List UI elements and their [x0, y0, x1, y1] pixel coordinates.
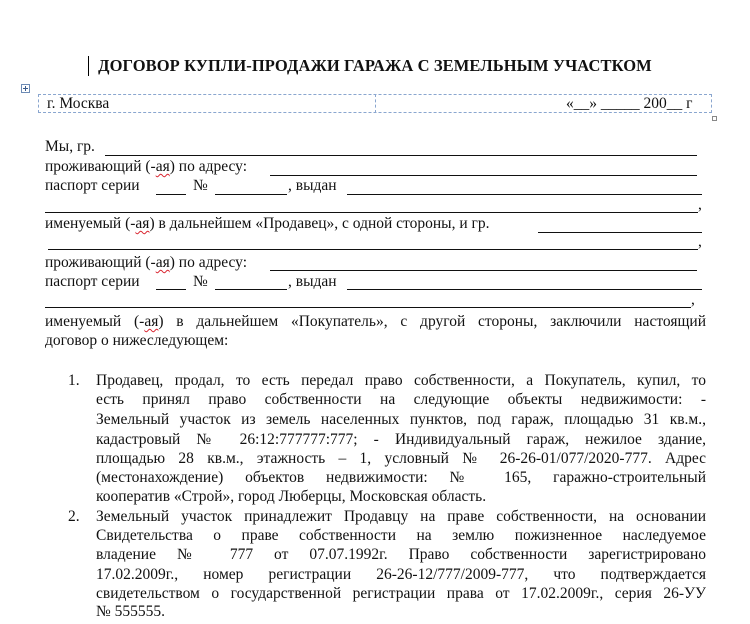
item-1-line-1: Продавец, продал, то есть передал право собственности, а Покупатель, купил, то — [96, 372, 706, 389]
seller-passport-series-label: паспорт серии — [45, 177, 140, 194]
item-1-line-6: (местонахождение) объектов недвижимости: № 165, гаражно-строительный — [96, 469, 706, 486]
item-2-line-3: владение № 777 от 07.07.1992г. Право собственности зарегистрировано — [96, 546, 706, 563]
buyer-address-blank[interactable] — [270, 270, 697, 271]
seller-issued-label: , выдан — [288, 177, 337, 194]
buyer-issued-label: , выдан — [288, 273, 337, 290]
city-cell[interactable]: г. Москва — [47, 95, 110, 112]
table-resize-handle-icon[interactable] — [712, 116, 717, 121]
item-1-line-5: площадью 28 кв.м., этажность – 1, условный № 26-26-01/077/2020-777. Адрес — [96, 450, 706, 467]
seller-named-text: именуемый (-ая) в дальнейшем «Продавец», с одной стороны, и гр. — [45, 215, 490, 232]
item-1-line-7: кооператив «Строй», город Люберцы, Московская область. — [96, 488, 487, 505]
item-1-line-2: есть принял право собственности на следующие объекты недвижимости: - — [96, 391, 706, 408]
buyer-issued-continuation-blank[interactable] — [45, 307, 691, 308]
document-title: ДОГОВОР КУПЛИ-ПРОДАЖИ ГАРАЖА С ЗЕМЕЛЬНЫМ УЧАСТКОМ — [98, 56, 652, 75]
seller-address-blank[interactable] — [270, 175, 697, 176]
item-2-line-1: Земельный участок принадлежит Продавцу на праве собственности, на основании — [96, 508, 706, 525]
seller-issued-blank[interactable] — [347, 194, 702, 195]
seller-address-label: проживающий (-ая) по адресу: — [45, 158, 247, 175]
table-column-divider — [375, 94, 376, 113]
seller-intro: Мы, гр. — [45, 138, 95, 155]
item-2-number: 2. — [68, 508, 80, 525]
item-1-line-3: Земельный участок из земель населенных пунктов, под гараж, площадью 31 кв.м., — [96, 411, 706, 428]
item-2-line-5: свидетельством о государственной регистрации права от 17.02.2009г., серия 26-УУ — [96, 585, 706, 602]
buyer-passport-no-blank[interactable] — [215, 289, 287, 290]
buyer-passport-no-label: № — [193, 273, 208, 290]
buyer-name-continuation-blank[interactable] — [48, 249, 698, 250]
buyer-address-label: проживающий (-ая) по адресу: — [45, 254, 247, 271]
item-1-line-4: кадастровый № 26:12:777777:777; - Индивидуальный гараж, нежилое здание, — [96, 431, 706, 448]
buyer-passport-series-blank[interactable] — [156, 289, 186, 290]
buyer-name-comma: , — [698, 233, 702, 250]
item-2-line-6: № 555555. — [96, 603, 166, 620]
buyer-issued-comma: , — [691, 291, 695, 308]
seller-name-blank[interactable] — [105, 155, 697, 156]
buyer-issued-blank[interactable] — [347, 289, 702, 290]
item-2-line-2: Свидетельства о праве собственности на землю пожизненное наследуемое — [96, 527, 706, 544]
buyer-named-line-2: договор о нижеследующем: — [45, 332, 229, 349]
buyer-passport-series-label: паспорт серии — [45, 273, 140, 290]
seller-passport-no-blank[interactable] — [215, 194, 287, 195]
table-move-handle-icon[interactable] — [21, 84, 30, 93]
buyer-name-blank[interactable] — [538, 232, 702, 233]
item-2-line-4: 17.02.2009г., номер регистрации 26-26-12/777/2009-777, что подтверждается — [96, 566, 706, 583]
seller-comma: , — [698, 196, 702, 213]
item-1-number: 1. — [68, 372, 80, 389]
date-cell[interactable]: «__» _____ 200__ г — [566, 95, 693, 112]
buyer-named-line-1: именуемый (-ая) в дальнейшем «Покупатель», с другой стороны, заключили настоящий — [45, 313, 706, 330]
seller-passport-series-blank[interactable] — [156, 194, 186, 195]
seller-issued-continuation-blank[interactable] — [45, 212, 698, 213]
seller-passport-no-label: № — [193, 177, 208, 194]
